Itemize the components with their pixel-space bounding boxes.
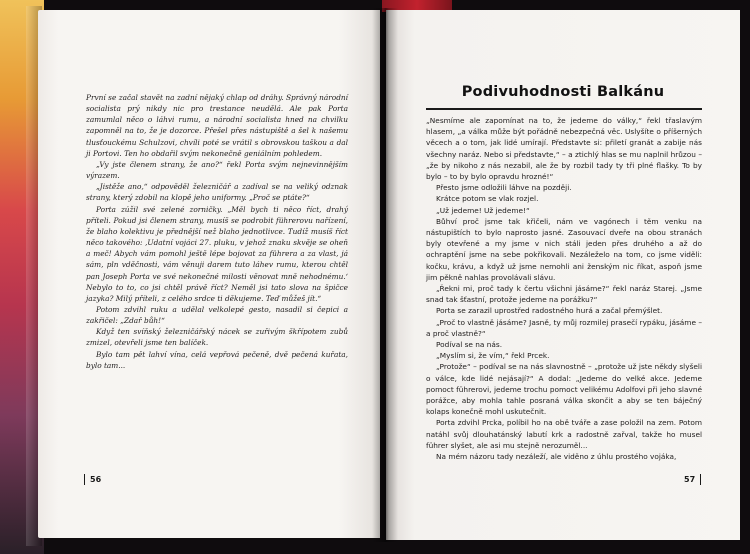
paragraph: Porta se zarazil uprostřed radostného hurá a začal přemýšlet. bbox=[436, 306, 663, 316]
paragraph: Na mém názoru tady nezáleží, ale viděno z úhlu prostého vojáka, bbox=[436, 452, 677, 462]
page-number-left: 56 bbox=[84, 474, 101, 485]
paragraph: Porta zúžil své zelené zorničky. „Měl bych ti něco říct, drahý příteli. Pokud jsi členem strany, musíš se podrobit führerovu nařízení, že blaho kolektivu je přednější než blaho jednotlivce. Tudíž musíš říct něco takového: ‚Udatní vojáci 27. pluku, v jehož znaku skvěje se oheň a meč! Abych vám pomohl ještě lépe bojovat za führera a za vlast, já sám, pln vděčnosti, vám věnuji darem tuto láhev rumu, kterou chtěl pan Joseph Porta ve své nekonečné milosti věnovat mně nehodnému.‘ Nebylo to to, co jsi chtěl právě říct? Neměl jsi tato slova na špičce jazyka? Milý příteli, z celého srdce ti děkujeme. Teď můžeš jít.“ bbox=[86, 204, 348, 303]
chapter-title: Podivuhodnosti Balkánu bbox=[461, 84, 665, 100]
paragraph: „Myslím si, že vím,“ řekl Prcek. bbox=[436, 351, 550, 361]
paragraph: První se začal stavět na zadní nějaký chlap od dráhy. Správný národní socialista prý nikdy nic pro trestance neudělá. Ale pak Porta zamumlal něco o láhvi rumu, a národní socialista hned na chvilku zapomněl na to, že je dozorce. Přešel přes nástupiště a šel k našemu tlusťouckému Schulzovi, chvíli poté se vrátil s obrovskou taškou a dal ji Portovi. Ten ho obdařil svým nekonečně geniálním pohledem. bbox=[86, 93, 348, 158]
paragraph: „Už jedeme! Už jedeme!“ bbox=[436, 205, 530, 215]
paragraph: Podíval se na nás. bbox=[436, 340, 503, 350]
paragraph: „Proč to vlastně jásáme? Jasně, ty můj rozmilej prasečí rypáku, jásáme – a proč vlastně?“ bbox=[426, 317, 702, 338]
paragraph: „Jistěže ano,“ odpověděl železničář a zadíval se na veliký odznak strany, který zdobil na klopě jeho uniformy. „Proč se ptáte?“ bbox=[86, 182, 348, 203]
paragraph: „Protože“ – podíval se na nás slavnostně – „protože už jste někdy slyšeli o válce, kde lidé nejásají?“ A dodal: „Jedeme do velké akce. Jedeme pomoct führerovi, jedeme trochu pomoct velikému Adolfovi při jeho slavné porážce, aby mohla tahle posraná válka skončit a aby se ten báječný kolaps konečně mohl uskutečnit. bbox=[426, 362, 702, 417]
paragraph: Porta zdvihl Prcka, políbil ho na obě tváře a zase položil na zem. Potom natáhl svůj dlouhatánský labutí krk a radostně zařval, takže ho musel führer slyšet, ale asi mu stejně nerozuměl... bbox=[426, 418, 702, 450]
paragraph: „Řekni mi, proč tady k čertu všichni jásáme?“ řekl naráz Starej. „Jsme snad tak šťastní, protože jedeme na porážku?“ bbox=[426, 284, 702, 305]
left-page-text bbox=[86, 92, 348, 371]
paragraph: Přesto jsme odložili láhve na později. bbox=[436, 183, 572, 193]
paragraph: Krátce potom se vlak rozjel. bbox=[436, 194, 539, 204]
page-number-right: 57 bbox=[684, 474, 701, 485]
paragraph: „Nesmíme ale zapomínat na to, že jedeme do války,“ řekl třaslavým hlasem, „a válka může být pořádně nebezpečná věc. Uslyšíte o příšerných věcech a o tom, jak lidé umírají. Představte si: přiletí granát a zabije nás všechny naráz. Nebo si představte,“ – a ztichlý hlas se mu naplnil hrůzou – „že by nikoho z nás nezabil, ale že by rozbil tady ty tři plné flašky. To by bylo – to by bylo opravdu hrozné!“ bbox=[426, 116, 702, 182]
book-spine bbox=[372, 8, 398, 542]
right-page-text bbox=[426, 115, 702, 462]
paragraph: „Vy jste členem strany, že ano?“ řekl Porta svým nejnevinnějším výrazem. bbox=[86, 159, 348, 181]
title-divider bbox=[426, 108, 702, 110]
paragraph: Bůhví proč jsme tak křičeli, nám ve vagónech i těm venku na nástupištích to bylo naprosto jasné. Zasouvací dveře na obou stranách byly otevřené a my jsme v nich stáli jeden přes druhého a až do ochraptění jsme na sebe pokřikovali. Nezáleželo na tom, co jsme viděli: kočku, krávu, a když už jsme nemohli ani ženským nic říkat, aspoň jsme jim pěkně nahlas provolávali slávu. bbox=[426, 216, 702, 282]
paragraph: Když ten svíňský železničářský nácek se zuřivým škřípotem zubů zmizel, otevřeli jsme ten balíček. bbox=[86, 327, 348, 348]
paragraph: Potom zdvihl ruku a udělal velkolepé gesto, nasadil si čepici a zakřičel: „Zdař bůh!“ bbox=[86, 304, 348, 326]
paragraph: Bylo tam pět lahví vína, celá vepřová pečeně, dvě pečená kuřata, bylo tam... bbox=[86, 349, 348, 370]
